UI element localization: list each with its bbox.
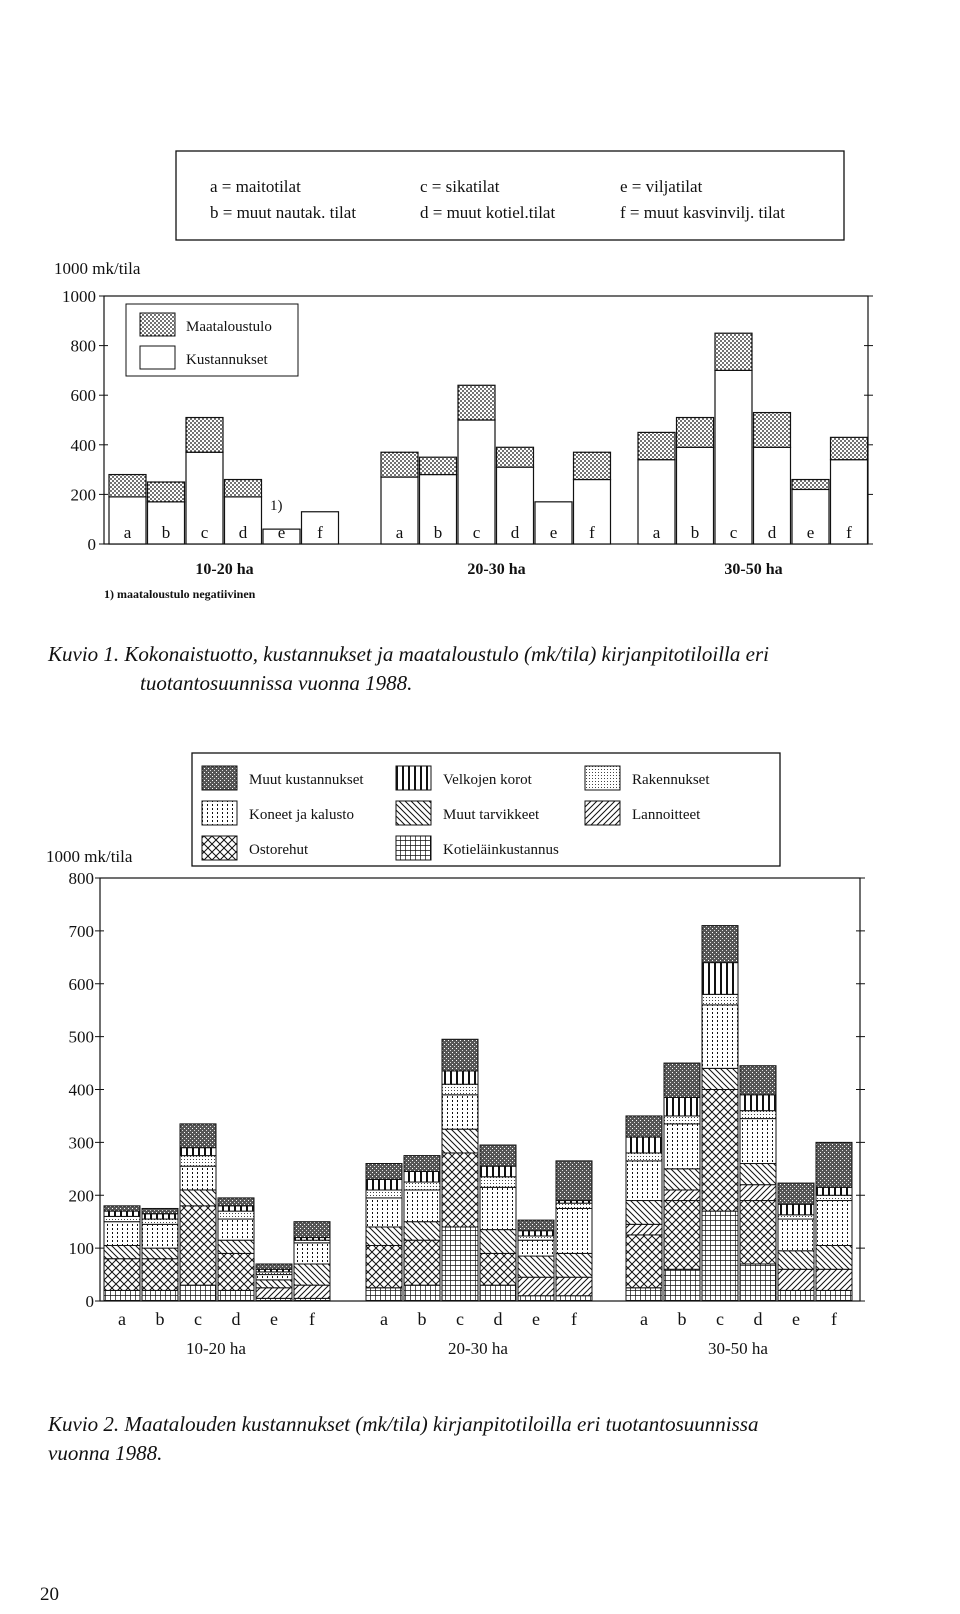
chart1-y-tick-label: 400 — [70, 435, 96, 455]
key-box — [176, 151, 844, 240]
chart2-segment-muut-tarvikkeet-10-20-ha-e — [256, 1280, 292, 1288]
chart1-bar-maataloustulo-20-30-ha-c — [458, 385, 495, 420]
chart1-category-label: b — [690, 523, 700, 542]
chart2-segment-muut-kustannukset-10-20-ha-b — [142, 1208, 178, 1213]
chart1-category-label: c — [200, 523, 209, 542]
chart2-segment-kotiel-inkustannus-30-50-ha-e — [778, 1290, 814, 1301]
chart2-segment-muut-kustannukset-30-50-ha-f — [816, 1142, 852, 1187]
chart1-legend — [126, 304, 298, 376]
chart1-group-label: 10-20 ha — [195, 561, 254, 578]
chart2-y-axis-label: 1000 mk/tila — [46, 847, 133, 866]
chart2-segment-rakennukset-20-30-ha-d — [480, 1177, 516, 1188]
chart2-segment-muut-tarvikkeet-10-20-ha-c — [180, 1190, 216, 1206]
chart1-y-tick-label: 200 — [70, 485, 96, 505]
chart2-y-tick-label: 100 — [68, 1239, 94, 1259]
chart2-segment-muut-kustannukset-10-20-ha-e — [256, 1264, 292, 1269]
chart1-category-label: d — [510, 523, 520, 542]
legend-swatch-kotiel-inkustannus — [396, 836, 431, 860]
chart2-segment-lannoitteet-20-30-ha-e — [518, 1277, 554, 1296]
chart2-group-label: 20-30 ha — [448, 1339, 508, 1358]
chart2-segment-koneet-ja-kalusto-20-30-ha-e — [518, 1240, 554, 1256]
chart2-segment-velkojen-korot-30-50-ha-b — [664, 1097, 700, 1116]
chart2-segment-koneet-ja-kalusto-20-30-ha-f — [556, 1208, 592, 1253]
chart2-category-label: f — [831, 1309, 837, 1329]
chart1-bar-maataloustulo-10-20-ha-a — [109, 475, 146, 497]
chart2-group-label: 10-20 ha — [186, 1339, 246, 1358]
chart1-y-tick-label: 0 — [87, 535, 96, 554]
chart2-segment-rakennukset-10-20-ha-a — [104, 1216, 140, 1221]
chart2-segment-rakennukset-30-50-ha-a — [626, 1153, 662, 1161]
chart2-segment-muut-tarvikkeet-30-50-ha-f — [816, 1245, 852, 1269]
chart2-segment-muut-kustannukset-20-30-ha-c — [442, 1039, 478, 1071]
chart2-y-tick-label: 500 — [68, 1027, 94, 1047]
chart2-segment-lannoitteet-30-50-ha-e — [778, 1269, 814, 1290]
chart2-segment-muut-tarvikkeet-20-30-ha-a — [366, 1227, 402, 1246]
chart2-segment-kotiel-inkustannus-10-20-ha-d — [218, 1290, 254, 1301]
figure1-caption-text: Kokonaistuotto, kustannukset ja maataloustulo (mk/tila) kirjanpitotiloilla eri — [124, 642, 769, 666]
page-number: 20 — [40, 1584, 59, 1605]
chart2-segment-koneet-ja-kalusto-20-30-ha-a — [366, 1198, 402, 1227]
legend-swatch-muut-tarvikkeet — [396, 801, 431, 825]
chart-1 — [54, 259, 873, 601]
chart2-segment-velkojen-korot-20-30-ha-c — [442, 1071, 478, 1084]
chart2-category-label: c — [716, 1309, 724, 1329]
chart2-segment-muut-tarvikkeet-20-30-ha-b — [404, 1222, 440, 1241]
chart2-segment-lannoitteet-30-50-ha-f — [816, 1269, 852, 1290]
chart2-segment-lannoitteet-30-50-ha-d — [740, 1185, 776, 1201]
chart1-category-label: e — [277, 523, 286, 542]
chart2-segment-muut-tarvikkeet-30-50-ha-e — [778, 1251, 814, 1270]
chart1-bar-maataloustulo-30-50-ha-b — [677, 418, 714, 448]
chart2-segment-kotiel-inkustannus-10-20-ha-a — [104, 1290, 140, 1301]
chart2-segment-ostorehut-30-50-ha-c — [702, 1090, 738, 1212]
chart2-segment-ostorehut-20-30-ha-d — [480, 1253, 516, 1285]
legend-label-kotiel-inkustannus: Kotieläinkustannus — [443, 842, 559, 858]
chart2-y-tick-label: 300 — [68, 1133, 94, 1153]
chart2-segment-rakennukset-10-20-ha-c — [180, 1156, 216, 1167]
chart2-category-label: c — [194, 1309, 202, 1329]
chart2-segment-kotiel-inkustannus-20-30-ha-b — [404, 1285, 440, 1301]
chart2-segment-lannoitteet-30-50-ha-a — [626, 1224, 662, 1235]
chart2-segment-velkojen-korot-20-30-ha-e — [518, 1231, 554, 1236]
chart2-segment-muut-kustannukset-10-20-ha-f — [294, 1222, 330, 1238]
chart2-segment-ostorehut-10-20-ha-a — [104, 1259, 140, 1291]
chart1-bar-maataloustulo-20-30-ha-b — [420, 457, 457, 474]
figure2-caption-label: Kuvio 2. — [48, 1412, 120, 1436]
chart2-segment-muut-kustannukset-20-30-ha-b — [404, 1156, 440, 1172]
chart2-segment-kotiel-inkustannus-30-50-ha-c — [702, 1211, 738, 1301]
chart2-segment-rakennukset-20-30-ha-c — [442, 1084, 478, 1095]
chart2-segment-muut-tarvikkeet-20-30-ha-d — [480, 1230, 516, 1254]
legend-label-maataloustulo: Maataloustulo — [186, 319, 272, 335]
chart-2 — [46, 753, 865, 1358]
chart2-category-label: e — [270, 1309, 278, 1329]
chart2-segment-koneet-ja-kalusto-10-20-ha-b — [142, 1224, 178, 1248]
chart2-segment-koneet-ja-kalusto-10-20-ha-d — [218, 1219, 254, 1240]
legend-swatch-muut-kustannukset — [202, 766, 237, 790]
chart2-segment-muut-tarvikkeet-20-30-ha-f — [556, 1253, 592, 1277]
chart2-segment-lannoitteet-10-20-ha-f — [294, 1285, 330, 1298]
chart2-segment-koneet-ja-kalusto-10-20-ha-e — [256, 1275, 292, 1280]
chart2-segment-muut-kustannukset-20-30-ha-d — [480, 1145, 516, 1166]
chart2-segment-ostorehut-20-30-ha-b — [404, 1240, 440, 1285]
chart1-group-label: 30-50 ha — [724, 561, 783, 578]
chart2-segment-muut-tarvikkeet-30-50-ha-a — [626, 1201, 662, 1225]
chart2-segment-koneet-ja-kalusto-30-50-ha-d — [740, 1119, 776, 1164]
legend-label-lannoitteet: Lannoitteet — [632, 807, 701, 823]
chart2-segment-kotiel-inkustannus-10-20-ha-c — [180, 1285, 216, 1301]
chart2-category-label: a — [380, 1309, 388, 1329]
figure2-caption-text2: vuonna 1988. — [48, 1441, 163, 1465]
chart2-segment-rakennukset-10-20-ha-d — [218, 1211, 254, 1219]
chart1-category-label: a — [652, 523, 661, 542]
chart2-segment-rakennukset-30-50-ha-c — [702, 994, 738, 1005]
chart1-category-label: f — [589, 523, 595, 542]
legend-label-koneet-ja-kalusto: Koneet ja kalusto — [249, 807, 354, 823]
chart2-y-tick-label: 200 — [68, 1186, 94, 1206]
chart2-segment-muut-kustannukset-30-50-ha-c — [702, 926, 738, 963]
chart2-segment-koneet-ja-kalusto-20-30-ha-d — [480, 1187, 516, 1229]
chart1-bar-maataloustulo-30-50-ha-d — [754, 413, 791, 448]
chart2-segment-kotiel-inkustannus-30-50-ha-b — [664, 1269, 700, 1301]
chart2-segment-muut-tarvikkeet-30-50-ha-c — [702, 1068, 738, 1089]
chart2-segment-koneet-ja-kalusto-30-50-ha-e — [778, 1219, 814, 1251]
chart2-category-label: a — [118, 1309, 126, 1329]
chart2-segment-ostorehut-20-30-ha-a — [366, 1245, 402, 1287]
chart2-segment-muut-kustannukset-10-20-ha-c — [180, 1124, 216, 1148]
chart1-y-tick-label: 1000 — [62, 287, 96, 306]
chart2-segment-koneet-ja-kalusto-10-20-ha-c — [180, 1166, 216, 1190]
chart2-segment-koneet-ja-kalusto-30-50-ha-c — [702, 1005, 738, 1068]
chart2-segment-koneet-ja-kalusto-10-20-ha-f — [294, 1243, 330, 1264]
legend-label-velkojen-korot: Velkojen korot — [443, 772, 532, 788]
legend-swatch-lannoitteet — [585, 801, 620, 825]
chart2-segment-lannoitteet-10-20-ha-e — [256, 1288, 292, 1299]
chart2-group-label: 30-50 ha — [708, 1339, 768, 1358]
chart1-bar-maataloustulo-10-20-ha-d — [225, 480, 262, 497]
chart2-category-label: f — [571, 1309, 577, 1329]
chart1-category-label: b — [161, 523, 171, 542]
chart2-category-label: b — [417, 1309, 427, 1329]
footnote-marker: 1) — [270, 498, 283, 514]
chart2-segment-ostorehut-30-50-ha-a — [626, 1235, 662, 1288]
legend-swatch-velkojen-korot — [396, 766, 431, 790]
legend-swatch-kustannukset — [140, 346, 175, 369]
chart2-segment-muut-tarvikkeet-10-20-ha-f — [294, 1264, 330, 1285]
chart2-category-label: d — [753, 1309, 763, 1329]
chart2-segment-velkojen-korot-30-50-ha-e — [778, 1204, 814, 1215]
chart1-y-tick-label: 600 — [70, 386, 96, 406]
chart2-category-label: e — [792, 1309, 800, 1329]
chart2-segment-muut-tarvikkeet-30-50-ha-b — [664, 1169, 700, 1190]
chart2-segment-rakennukset-30-50-ha-e — [778, 1215, 814, 1219]
chart1-group-label: 20-30 ha — [467, 561, 526, 578]
chart1-bar-maataloustulo-20-30-ha-a — [381, 452, 418, 477]
chart2-segment-ostorehut-10-20-ha-b — [142, 1259, 178, 1291]
chart2-segment-kotiel-inkustannus-30-50-ha-f — [816, 1290, 852, 1301]
chart1-category-label: b — [433, 523, 443, 542]
chart2-segment-rakennukset-20-30-ha-b — [404, 1182, 440, 1190]
key-b: b = muut nautak. tilat — [210, 203, 357, 222]
legend-swatch-maataloustulo — [140, 313, 175, 336]
chart2-segment-lannoitteet-30-50-ha-b — [664, 1190, 700, 1201]
key-f: f = muut kasvinvilj. tilat — [620, 203, 785, 222]
chart2-segment-ostorehut-30-50-ha-d — [740, 1201, 776, 1264]
figure1-caption — [48, 640, 928, 698]
chart2-segment-muut-kustannukset-20-30-ha-e — [518, 1220, 554, 1231]
chart1-bar-maataloustulo-20-30-ha-d — [497, 447, 534, 467]
chart2-segment-muut-kustannukset-10-20-ha-a — [104, 1206, 140, 1211]
chart2-segment-muut-kustannukset-30-50-ha-b — [664, 1063, 700, 1097]
chart2-segment-kotiel-inkustannus-20-30-ha-f — [556, 1296, 592, 1301]
chart2-y-tick-label: 0 — [85, 1292, 94, 1311]
chart2-segment-koneet-ja-kalusto-20-30-ha-c — [442, 1095, 478, 1129]
chart2-segment-ostorehut-10-20-ha-d — [218, 1253, 254, 1290]
chart2-segment-velkojen-korot-20-30-ha-a — [366, 1179, 402, 1190]
chart2-segment-rakennukset-20-30-ha-e — [518, 1236, 554, 1240]
chart2-category-label: b — [677, 1309, 687, 1329]
key-d: d = muut kotiel.tilat — [420, 203, 556, 222]
chart1-category-label: c — [472, 523, 481, 542]
chart2-segment-kotiel-inkustannus-30-50-ha-a — [626, 1288, 662, 1301]
chart1-bar-maataloustulo-30-50-ha-c — [715, 333, 752, 370]
chart2-segment-rakennukset-20-30-ha-a — [366, 1190, 402, 1198]
chart1-category-label: d — [767, 523, 777, 542]
chart2-segment-ostorehut-30-50-ha-b — [664, 1201, 700, 1270]
chart2-y-tick-label: 800 — [68, 869, 94, 888]
chart2-segment-kotiel-inkustannus-20-30-ha-d — [480, 1285, 516, 1301]
chart2-segment-rakennukset-30-50-ha-d — [740, 1111, 776, 1119]
chart1-category-label: e — [549, 523, 558, 542]
chart2-segment-velkojen-korot-20-30-ha-b — [404, 1171, 440, 1182]
chart2-segment-kotiel-inkustannus-20-30-ha-e — [518, 1296, 554, 1301]
chart1-bar-maataloustulo-30-50-ha-f — [831, 437, 868, 459]
chart2-segment-muut-tarvikkeet-10-20-ha-a — [104, 1245, 140, 1258]
chart2-segment-velkojen-korot-30-50-ha-a — [626, 1137, 662, 1153]
legend-label-muut-kustannukset: Muut kustannukset — [249, 772, 364, 788]
chart2-segment-ostorehut-20-30-ha-c — [442, 1153, 478, 1227]
key-e: e = viljatilat — [620, 177, 703, 196]
chart1-y-tick-label: 800 — [70, 336, 96, 356]
chart1-category-label: a — [395, 523, 404, 542]
chart2-segment-kotiel-inkustannus-20-30-ha-c — [442, 1227, 478, 1301]
chart2-segment-velkojen-korot-10-20-ha-b — [142, 1214, 178, 1219]
chart2-segment-koneet-ja-kalusto-20-30-ha-b — [404, 1190, 440, 1222]
chart1-category-label: f — [317, 523, 323, 542]
chart2-segment-velkojen-korot-10-20-ha-c — [180, 1148, 216, 1156]
chart2-y-tick-label: 600 — [68, 974, 94, 994]
chart1-category-label: a — [123, 523, 132, 542]
chart1-category-label: f — [846, 523, 852, 542]
chart2-segment-ostorehut-10-20-ha-c — [180, 1206, 216, 1285]
chart1-bar-maataloustulo-20-30-ha-f — [574, 452, 611, 479]
chart1-bar-maataloustulo-10-20-ha-c — [186, 418, 223, 453]
chart2-segment-muut-kustannukset-30-50-ha-a — [626, 1116, 662, 1137]
chart1-bar-maataloustulo-30-50-ha-a — [638, 432, 675, 459]
figure2-caption-text: Maatalouden kustannukset (mk/tila) kirjanpitotiloilla eri tuotantosuunnissa — [124, 1412, 759, 1436]
figure1-caption-label: Kuvio 1. — [48, 642, 120, 666]
figure2-caption — [48, 1410, 928, 1468]
chart2-segment-muut-kustannukset-20-30-ha-f — [556, 1161, 592, 1201]
legend-swatch-koneet-ja-kalusto — [202, 801, 237, 825]
footnote: 1) maataloustulo negatiivinen — [104, 587, 256, 601]
legend-label-muut-tarvikkeet: Muut tarvikkeet — [443, 807, 540, 823]
chart2-segment-rakennukset-30-50-ha-f — [816, 1195, 852, 1200]
chart2-category-label: e — [532, 1309, 540, 1329]
chart2-y-tick-label: 400 — [68, 1080, 94, 1100]
legend-label-kustannukset: Kustannukset — [186, 352, 268, 368]
chart1-category-label: d — [238, 523, 248, 542]
chart2-segment-kotiel-inkustannus-30-50-ha-d — [740, 1264, 776, 1301]
chart2-segment-kotiel-inkustannus-20-30-ha-a — [366, 1288, 402, 1301]
chart2-segment-koneet-ja-kalusto-10-20-ha-a — [104, 1222, 140, 1246]
chart1-category-label: c — [729, 523, 738, 542]
chart2-category-label: f — [309, 1309, 315, 1329]
chart1-bar-maataloustulo-30-50-ha-e — [792, 480, 829, 490]
legend-swatch-ostorehut — [202, 836, 237, 860]
chart1-bar-kustannukset-30-50-ha-c — [715, 370, 752, 544]
chart2-segment-muut-tarvikkeet-10-20-ha-d — [218, 1240, 254, 1253]
chart2-segment-muut-tarvikkeet-20-30-ha-e — [518, 1256, 554, 1277]
chart2-segment-rakennukset-30-50-ha-b — [664, 1116, 700, 1124]
key-a: a = maitotilat — [210, 177, 301, 196]
chart2-category-label: d — [493, 1309, 503, 1329]
chart2-y-tick-label: 700 — [68, 921, 94, 941]
chart2-category-label: c — [456, 1309, 464, 1329]
chart2-segment-muut-kustannukset-10-20-ha-d — [218, 1198, 254, 1206]
chart2-segment-koneet-ja-kalusto-30-50-ha-b — [664, 1124, 700, 1169]
chart2-segment-lannoitteet-20-30-ha-f — [556, 1277, 592, 1296]
chart2-category-label: d — [231, 1309, 241, 1329]
legend-label-ostorehut: Ostorehut — [249, 842, 309, 858]
legend-label-rakennukset: Rakennukset — [632, 772, 710, 788]
chart1-y-axis-label: 1000 mk/tila — [54, 259, 141, 278]
chart2-segment-velkojen-korot-30-50-ha-c — [702, 963, 738, 995]
chart2-segment-muut-tarvikkeet-30-50-ha-d — [740, 1164, 776, 1185]
chart2-segment-rakennukset-20-30-ha-f — [556, 1203, 592, 1208]
chart2-segment-muut-kustannukset-30-50-ha-d — [740, 1066, 776, 1095]
figure1-caption-text2: tuotantosuunnissa vuonna 1988. — [140, 671, 413, 695]
chart1-bar-maataloustulo-10-20-ha-b — [148, 482, 185, 502]
chart2-segment-velkojen-korot-30-50-ha-d — [740, 1095, 776, 1111]
chart2-segment-kotiel-inkustannus-10-20-ha-b — [142, 1290, 178, 1301]
chart2-category-label: b — [155, 1309, 165, 1329]
chart2-category-label: a — [640, 1309, 648, 1329]
key-c: c = sikatilat — [420, 177, 500, 196]
chart2-segment-muut-tarvikkeet-20-30-ha-c — [442, 1129, 478, 1153]
chart2-segment-velkojen-korot-10-20-ha-d — [218, 1206, 254, 1211]
chart1-category-label: e — [806, 523, 815, 542]
chart2-segment-velkojen-korot-30-50-ha-f — [816, 1187, 852, 1195]
chart2-segment-muut-tarvikkeet-10-20-ha-b — [142, 1248, 178, 1259]
chart2-legend — [192, 753, 780, 866]
chart2-segment-koneet-ja-kalusto-30-50-ha-a — [626, 1161, 662, 1201]
chart2-segment-muut-kustannukset-30-50-ha-e — [778, 1183, 814, 1204]
chart2-segment-muut-kustannukset-20-30-ha-a — [366, 1164, 402, 1180]
chart2-segment-rakennukset-10-20-ha-b — [142, 1219, 178, 1224]
chart2-segment-velkojen-korot-10-20-ha-a — [104, 1211, 140, 1216]
chart2-segment-koneet-ja-kalusto-30-50-ha-f — [816, 1201, 852, 1246]
legend-swatch-rakennukset — [585, 766, 620, 790]
chart2-segment-velkojen-korot-20-30-ha-d — [480, 1166, 516, 1177]
